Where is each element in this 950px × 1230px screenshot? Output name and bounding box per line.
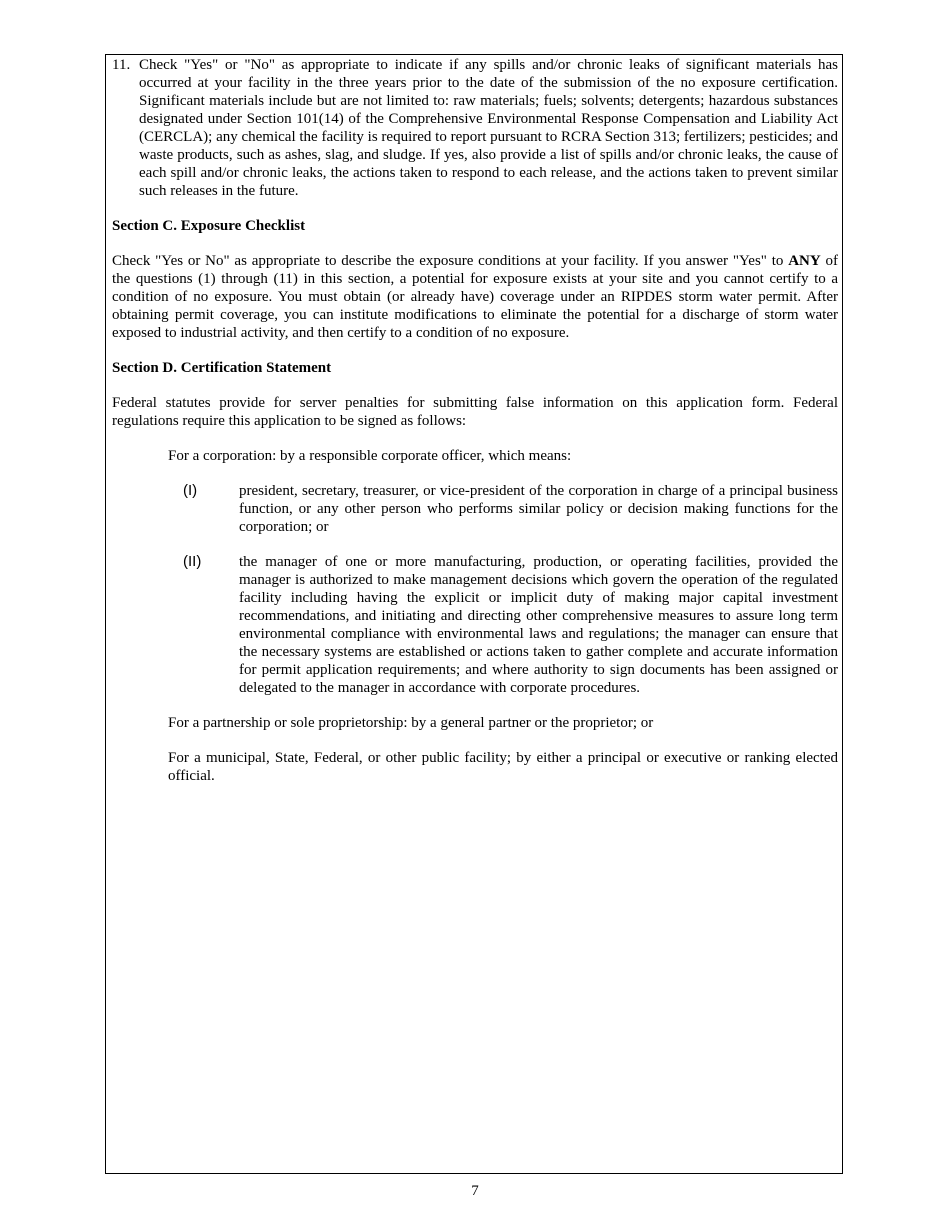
officer-item-1-text: president, secretary, treasurer, or vice-president of the corporation in charge of a principal business function, or any other person who performs similar policy or decision making functions for the corporation; or [239,483,838,535]
document-body [112,56,838,785]
officer-item-2 [183,553,838,697]
roman-numeral: (I) [183,482,198,499]
partnership-clause: For a partnership or sole proprietorship: by a general partner or the proprietor; or [168,715,654,731]
section-c-paragraph [112,252,838,342]
item-11-text: Check "Yes" or "No" as appropriate to indicate if any spills and/or chronic leaks of significant materials has occurred at your facility in the three years prior to the date of the submission of the no exposure certification. Significant materials include but are not limited to: raw materials; fuels; solvents; detergents; hazardous substances designated under Section 101(14) of the Comprehensive Environmental Response Compensation and Liability Act (CERCLA); any chemical the facility is required to report pursuant to RCRA Section 313; fertilizers; pesticides; and waste products, such as ashes, slag, and sludge. If yes, also provide a list of spills and/or chronic leaks, the cause of each spill and/or chronic leaks, the actions taken to respond to each release, and the actions taken to prevent similar such releases in the future. [139,57,839,199]
section-c-heading: Section C. Exposure Checklist [112,218,306,234]
roman-numeral: (II) [183,553,202,570]
page-number: 7 [471,1183,479,1199]
officer-item-1 [183,482,838,536]
officer-item-2-text: the manager of one or more manufacturing, production, or operating facilities, provided the manager is authorized to make management decisions which govern the operation of the regulated facility including having the explicit or implicit duty of making major capital investment recommendations, and initiating and directing other comprehensive measures to assure long term environmental compliance with environmental laws and regulations; the manager can ensure that the necessary systems are established or actions taken to gather complete and accurate information for permit application requirements; and where authority to sign documents has been assigned or delegated to the manager in accordance with corporate procedures. [239,554,838,696]
section-d-intro: Federal statutes provide for server penalties for submitting false information on this application form. Federal regulations require this application to be signed as follows: [112,395,838,429]
section-c-text-before: Check "Yes or No" as appropriate to describe the exposure conditions at your facility. If you answer "Yes" to [112,253,789,269]
corporation-clause: For a corporation: by a responsible corporate officer, which means: [168,448,572,464]
section-d-heading: Section D. Certification Statement [112,360,332,376]
section-c-text-after: of the questions (1) through (11) in this section, a potential for exposure exists at your site and you cannot certify to a condition of no exposure. You must obtain (or already have) coverage under an RIPDES storm water permit. After obtaining permit coverage, you can institute modifications to eliminate the potential for a discharge of storm water exposed to industrial activity, and then certify to a condition of no exposure. [112,253,838,341]
section-c-bold-word: ANY [788,253,821,269]
municipal-clause: For a municipal, State, Federal, or other public facility; by either a principal or executive or ranking elected official. [168,750,838,784]
item-number: 11. [112,57,131,73]
instruction-item-11 [112,56,838,200]
